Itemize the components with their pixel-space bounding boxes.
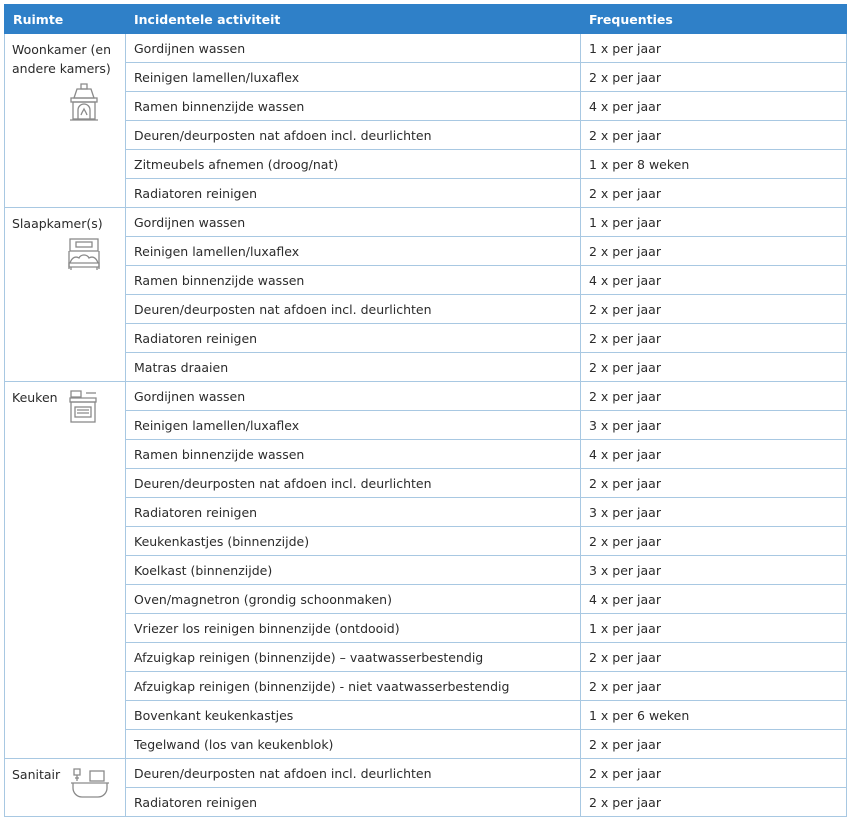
frequency-cell: 2 x per jaar xyxy=(581,179,847,208)
frequency-cell: 2 x per jaar xyxy=(581,237,847,266)
frequency-cell: 4 x per jaar xyxy=(581,266,847,295)
activity-cell: Reinigen lamellen/luxaflex xyxy=(126,411,581,440)
activity-cell: Ramen binnenzijde wassen xyxy=(126,92,581,121)
activity-cell: Radiatoren reinigen xyxy=(126,788,581,817)
frequency-cell: 2 x per jaar xyxy=(581,469,847,498)
room-cell xyxy=(5,759,126,817)
activity-cell: Koelkast (binnenzijde) xyxy=(126,556,581,585)
cleaning-schedule-table xyxy=(4,4,847,817)
frequency-cell: 1 x per 8 weken xyxy=(581,150,847,179)
bathtub-icon xyxy=(70,765,110,806)
fireplace-icon xyxy=(69,82,99,127)
activity-cell: Radiatoren reinigen xyxy=(126,324,581,353)
table-row xyxy=(5,266,847,295)
room-cell xyxy=(5,208,126,382)
frequency-cell: 2 x per jaar xyxy=(581,295,847,324)
table-row xyxy=(5,730,847,759)
table-row xyxy=(5,121,847,150)
frequency-cell: 4 x per jaar xyxy=(581,585,847,614)
activity-cell: Deuren/deurposten nat afdoen incl. deurlichten xyxy=(126,295,581,324)
table-row xyxy=(5,179,847,208)
header-frequency: Frequenties xyxy=(581,5,847,34)
table-row xyxy=(5,585,847,614)
frequency-cell: 2 x per jaar xyxy=(581,382,847,411)
bed-icon xyxy=(67,237,101,278)
header-activity: Incidentele activiteit xyxy=(126,5,581,34)
frequency-cell: 2 x per jaar xyxy=(581,353,847,382)
frequency-cell: 1 x per 6 weken xyxy=(581,701,847,730)
table-row xyxy=(5,788,847,817)
table-row xyxy=(5,411,847,440)
room-label: Slaapkamer(s) xyxy=(12,216,103,231)
room-label: Woonkamer (en andere kamers) xyxy=(12,42,111,76)
activity-cell: Gordijnen wassen xyxy=(126,34,581,63)
table-row xyxy=(5,237,847,266)
activity-cell: Afzuigkap reinigen (binnenzijde) – vaatwasserbestendig xyxy=(126,643,581,672)
activity-cell: Tegelwand (los van keukenblok) xyxy=(126,730,581,759)
activity-cell: Vriezer los reinigen binnenzijde (ontdooid) xyxy=(126,614,581,643)
activity-cell: Keukenkastjes (binnenzijde) xyxy=(126,527,581,556)
frequency-cell: 1 x per jaar xyxy=(581,208,847,237)
activity-cell: Deuren/deurposten nat afdoen incl. deurlichten xyxy=(126,759,581,788)
table-row xyxy=(5,34,847,63)
activity-cell: Afzuigkap reinigen (binnenzijde) - niet vaatwasserbestendig xyxy=(126,672,581,701)
table-row xyxy=(5,208,847,237)
table-row xyxy=(5,63,847,92)
table-header xyxy=(5,5,847,34)
room-label: Sanitair xyxy=(12,767,61,782)
table-row xyxy=(5,382,847,411)
room-header xyxy=(12,765,119,806)
activity-cell: Oven/magnetron (grondig schoonmaken) xyxy=(126,585,581,614)
frequency-cell: 4 x per jaar xyxy=(581,92,847,121)
header-room: Ruimte xyxy=(5,5,126,34)
activity-cell: Gordijnen wassen xyxy=(126,208,581,237)
activity-cell: Reinigen lamellen/luxaflex xyxy=(126,237,581,266)
table-row xyxy=(5,324,847,353)
room-cell xyxy=(5,382,126,759)
activity-cell: Matras draaien xyxy=(126,353,581,382)
frequency-cell: 3 x per jaar xyxy=(581,498,847,527)
table-row xyxy=(5,701,847,730)
stove-icon xyxy=(68,388,98,429)
room-header xyxy=(12,388,119,429)
frequency-cell: 2 x per jaar xyxy=(581,63,847,92)
frequency-cell: 2 x per jaar xyxy=(581,788,847,817)
frequency-cell: 2 x per jaar xyxy=(581,643,847,672)
frequency-cell: 2 x per jaar xyxy=(581,324,847,353)
frequency-cell: 1 x per jaar xyxy=(581,614,847,643)
room-label: Keuken xyxy=(12,390,58,405)
frequency-cell: 3 x per jaar xyxy=(581,556,847,585)
activity-cell: Bovenkant keukenkastjes xyxy=(126,701,581,730)
activity-cell: Gordijnen wassen xyxy=(126,382,581,411)
table-row xyxy=(5,440,847,469)
table-row xyxy=(5,92,847,121)
table-row xyxy=(5,614,847,643)
table-row xyxy=(5,759,847,788)
table-row xyxy=(5,295,847,324)
table-row xyxy=(5,672,847,701)
activity-cell: Deuren/deurposten nat afdoen incl. deurlichten xyxy=(126,469,581,498)
activity-cell: Zitmeubels afnemen (droog/nat) xyxy=(126,150,581,179)
table-row xyxy=(5,498,847,527)
activity-cell: Radiatoren reinigen xyxy=(126,498,581,527)
activity-cell: Radiatoren reinigen xyxy=(126,179,581,208)
table-row xyxy=(5,469,847,498)
frequency-cell: 2 x per jaar xyxy=(581,527,847,556)
frequency-cell: 4 x per jaar xyxy=(581,440,847,469)
table-body xyxy=(5,34,847,817)
table-row xyxy=(5,643,847,672)
frequency-cell: 2 x per jaar xyxy=(581,730,847,759)
activity-cell: Ramen binnenzijde wassen xyxy=(126,266,581,295)
activity-cell: Ramen binnenzijde wassen xyxy=(126,440,581,469)
header-row xyxy=(5,5,847,34)
table-row xyxy=(5,150,847,179)
table-row xyxy=(5,527,847,556)
frequency-cell: 2 x per jaar xyxy=(581,121,847,150)
frequency-cell: 2 x per jaar xyxy=(581,759,847,788)
room-cell xyxy=(5,34,126,208)
table-row xyxy=(5,353,847,382)
activity-cell: Reinigen lamellen/luxaflex xyxy=(126,63,581,92)
frequency-cell: 3 x per jaar xyxy=(581,411,847,440)
frequency-cell: 2 x per jaar xyxy=(581,672,847,701)
table-row xyxy=(5,556,847,585)
frequency-cell: 1 x per jaar xyxy=(581,34,847,63)
activity-cell: Deuren/deurposten nat afdoen incl. deurlichten xyxy=(126,121,581,150)
